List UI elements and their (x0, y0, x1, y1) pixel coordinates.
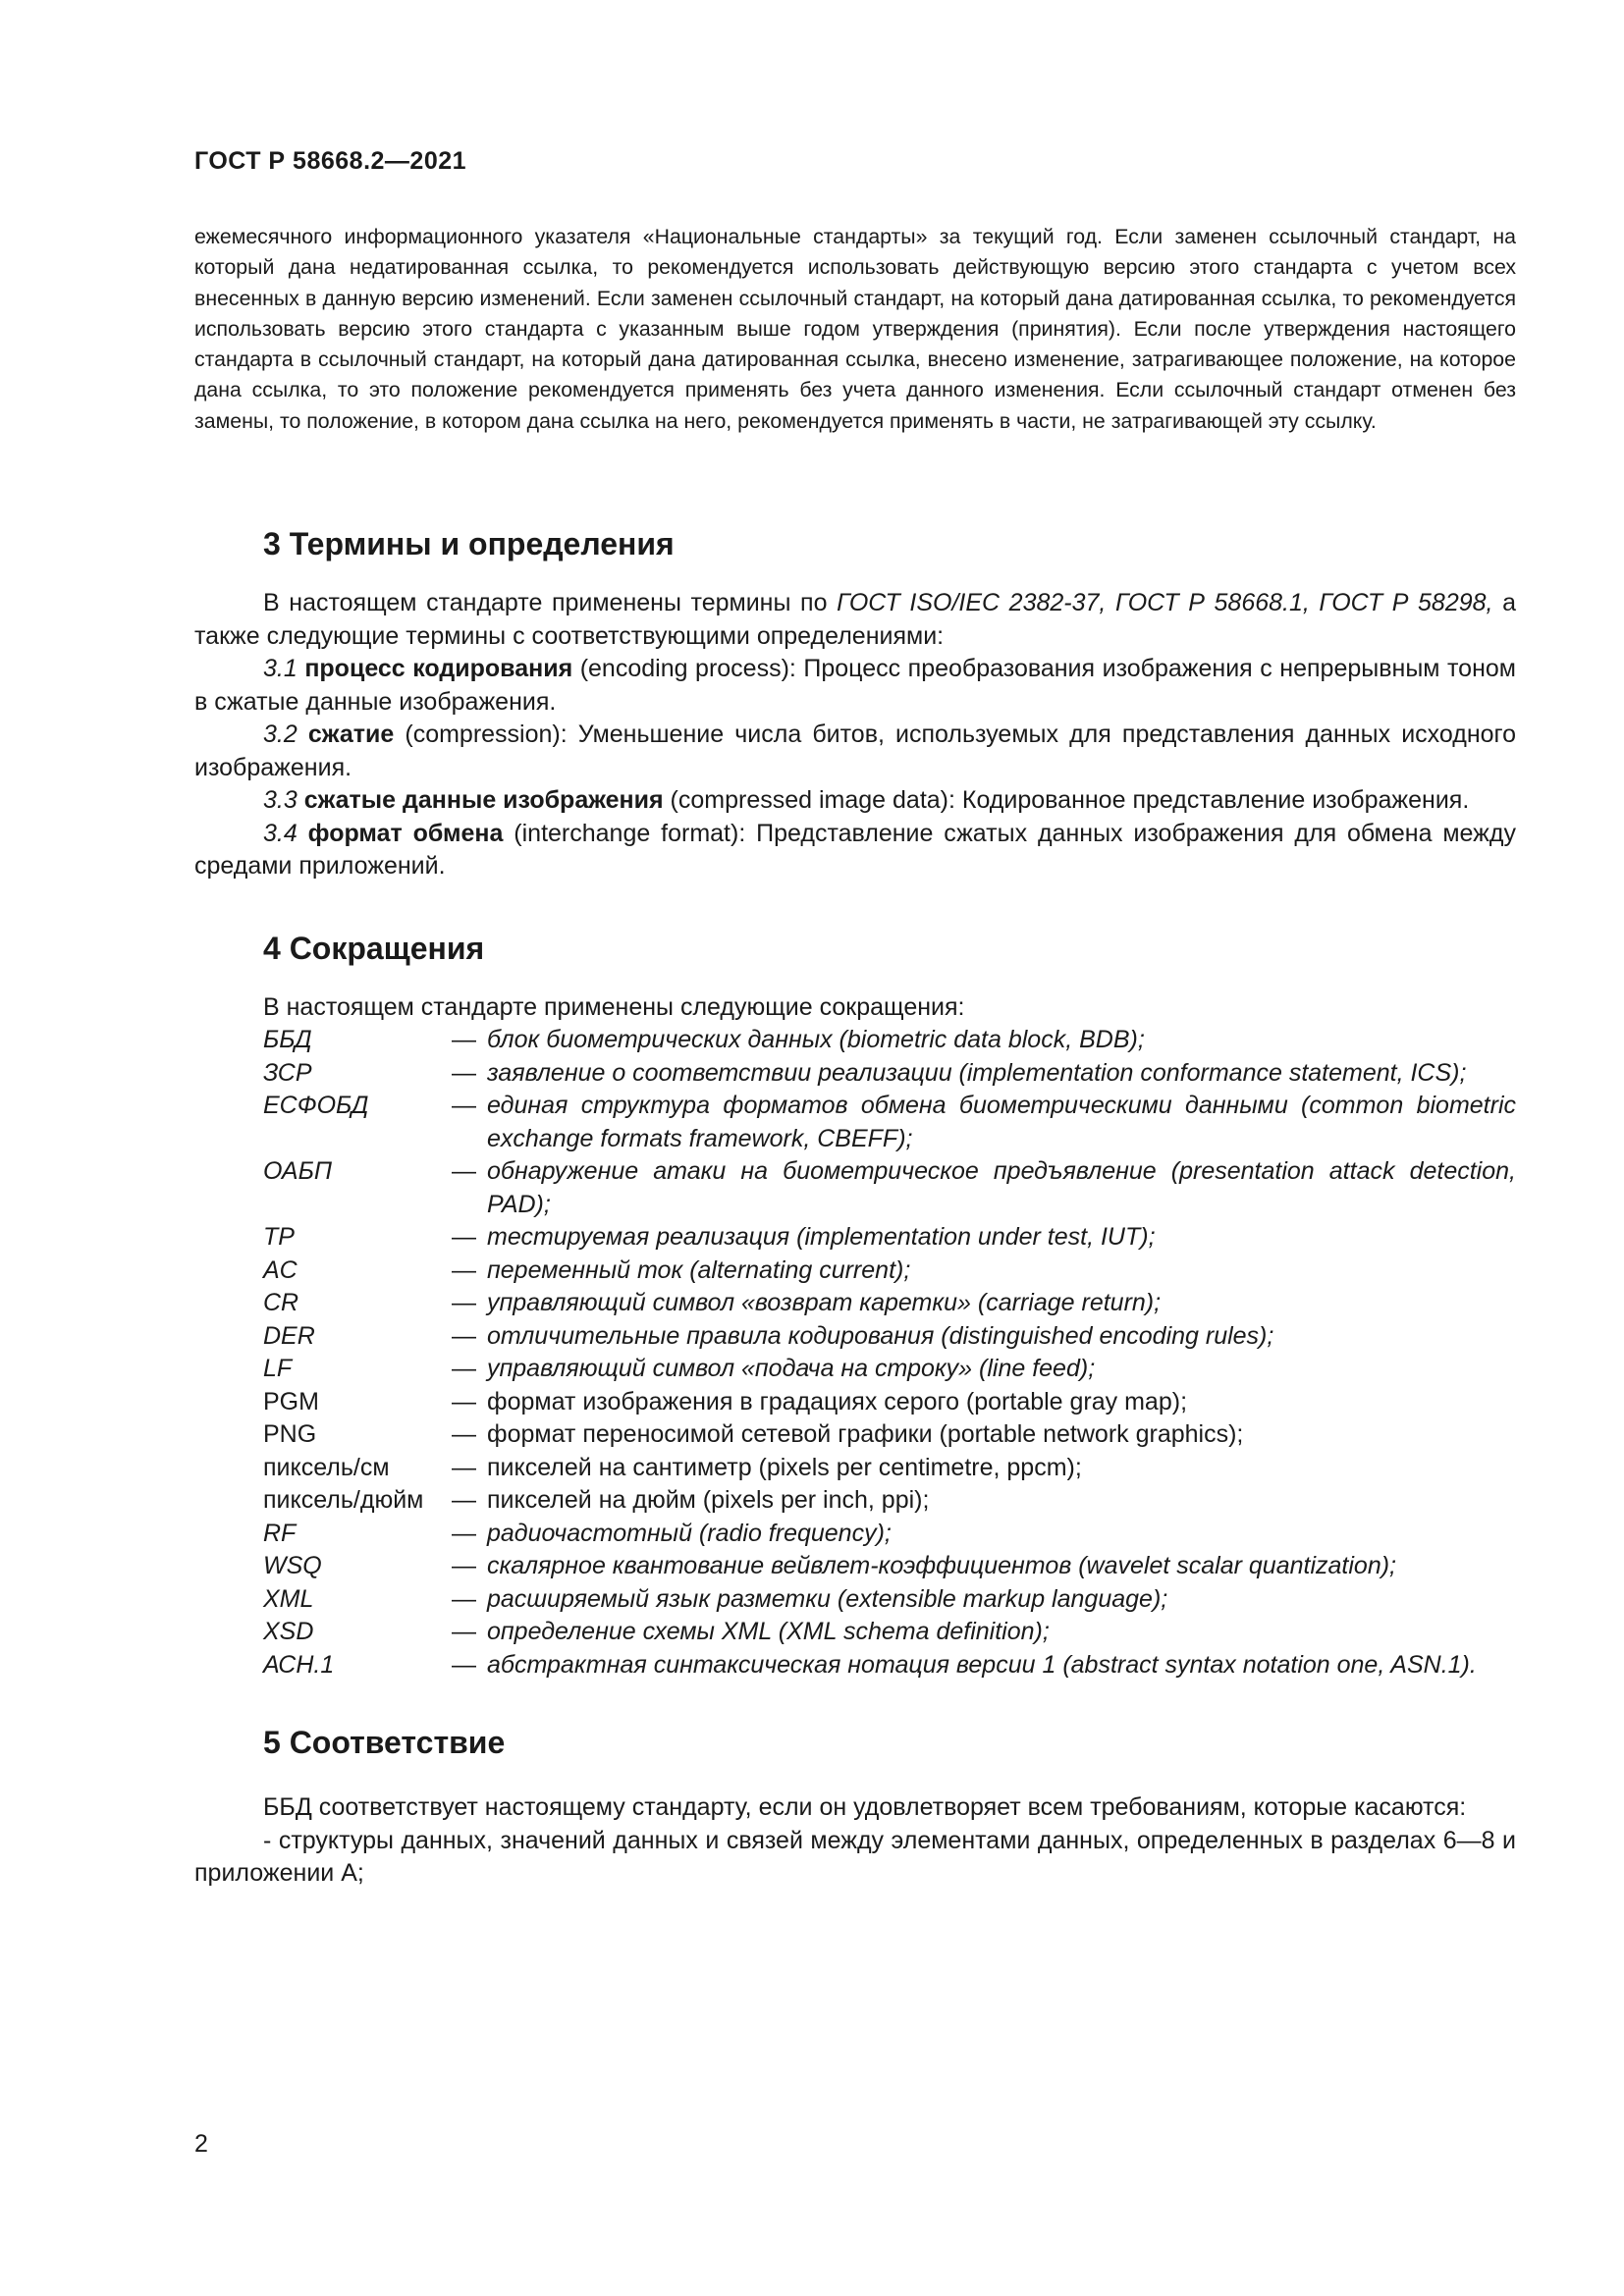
term-entry (194, 818, 1516, 883)
abbreviation-definition: абстрактная синтаксическая нотация версии 1 (abstract syntax notation one, ASN.1). (487, 1650, 1477, 1679)
term-name: сжатые данные изображения (303, 786, 664, 814)
abbreviation-row (194, 1386, 1516, 1419)
abbreviation-dash: — (452, 1255, 476, 1284)
abbreviation-row (194, 1518, 1516, 1551)
page-number: 2 (194, 2130, 208, 2158)
term-definition: (encoding process): Процесс преобразования изображения с непрерывным тоном в сжатые данные изображения. (194, 655, 1516, 716)
section-3-intro-start: В настоящем стандарте применены термины по (263, 589, 838, 616)
abbreviation-definition: скалярное квантование вейвлет-коэффициентов (wavelet scalar quantization); (487, 1552, 1396, 1579)
abbreviation-row (194, 1287, 1516, 1320)
abbreviations-list (194, 1024, 1516, 1682)
abbreviation-row (194, 1484, 1516, 1518)
abbreviation-dash: — (452, 1584, 476, 1613)
section-4-intro: В настоящем стандарте применены следующие сокращения: (263, 992, 965, 1021)
abbreviation-dash: — (452, 1519, 476, 1547)
abbreviation-definition: блок биометрических данных (biometric data block, BDB); (487, 1026, 1145, 1053)
term-entry (194, 719, 1516, 784)
section-5-heading: 5 Соответствие (263, 1725, 506, 1760)
abbreviation-definition: пикселей на сантиметр (pixels per centimetre, ppcm); (487, 1453, 1082, 1481)
abbreviation-row (194, 1649, 1516, 1682)
abbreviation-row (194, 1024, 1516, 1057)
abbreviation-dash: — (452, 1552, 476, 1579)
abbreviation-key: пиксель/см (263, 1453, 390, 1481)
abbreviation-key: WSQ (263, 1552, 322, 1579)
abbreviation-row (194, 1353, 1516, 1386)
term-name: сжатие (307, 721, 395, 748)
abbreviation-dash: — (452, 1387, 476, 1415)
abbreviation-definition: переменный ток (alternating current); (487, 1255, 911, 1284)
abbreviation-key: ТР (263, 1223, 295, 1251)
abbreviation-definition: радиочастотный (radio frequency); (487, 1519, 892, 1547)
abbreviation-definition: единая структура форматов обмена биометрическими данными (common biometric exchange formats framework, CBEFF); (487, 1092, 1516, 1152)
term-number: 3.1 (263, 655, 298, 682)
abbreviation-key: LF (263, 1355, 293, 1382)
abbreviation-row (194, 1221, 1516, 1255)
abbreviation-key: пиксель/дюйм (263, 1486, 424, 1514)
section-5-para-1: ББД соответствует настоящему стандарту, если он удовлетворяет всем требованиям, которые касаются: (263, 1793, 1467, 1821)
main-content (194, 491, 1516, 1891)
abbreviation-key: DER (263, 1321, 315, 1350)
abbreviation-dash: — (452, 1223, 476, 1251)
term-name: формат обмена (307, 819, 504, 847)
abbreviation-row (194, 1418, 1516, 1452)
section-5-para-2: - структуры данных, значений данных и связей между элементами данных, определенных в разделах 6—8 и приложении А; (194, 1826, 1516, 1887)
abbreviation-dash: — (452, 1618, 476, 1645)
abbreviation-dash: — (452, 1289, 476, 1316)
abbreviation-key: CR (263, 1289, 299, 1316)
abbreviation-dash: — (452, 1486, 476, 1514)
abbreviation-definition: определение схемы XML (XML schema definition); (487, 1618, 1050, 1645)
abbreviation-key: AC (263, 1255, 298, 1284)
abbreviation-key: АСН.1 (263, 1650, 335, 1679)
section-3-intro (194, 587, 1516, 653)
abbreviation-row (194, 1155, 1516, 1221)
abbreviation-row (194, 1320, 1516, 1354)
abbreviation-row (194, 1057, 1516, 1091)
abbreviation-dash: — (452, 1453, 476, 1481)
abbreviation-key: RF (263, 1519, 297, 1547)
abbreviation-dash: — (452, 1355, 476, 1382)
intro-block (194, 222, 1516, 437)
abbreviation-dash: — (452, 1157, 476, 1185)
abbreviation-dash: — (452, 1420, 476, 1448)
intro-paragraph: ежемесячного информационного указателя «Национальные стандарты» за текущий год. Если заменен ссылочный стандарт, на который дана недатированная ссылка, то рекомендуется использовать действующую версию этого стандарта с учетом всех внесенных в данную версию изменений. Если заменен ссылочный стандарт, на который дана датированная ссылка, то рекомендуется использовать версию этого стандарта с указанным выше годом утверждения (принятия). Если после утверждения настоящего стандарта в ссылочный стандарт, на который дана датированная ссылка, внесено изменение, затрагивающее положение, на которое дана ссылка, то это положение рекомендуется применять без учета данного изменения. Если ссылочный стандарт отменен без замены, то положение, в котором дана ссылка на него, рекомендуется применять в части, не затрагивающей эту ссылку. (194, 225, 1516, 433)
term-entry (194, 653, 1516, 719)
abbreviation-dash: — (452, 1321, 476, 1350)
abbreviation-definition: формат изображения в градациях серого (portable gray map); (487, 1387, 1188, 1415)
abbreviation-key: PGM (263, 1387, 319, 1415)
term-name: процесс кодирования (304, 655, 573, 682)
term-definition: (compression): Уменьшение числа битов, используемых для представления данных исходного изображения. (194, 721, 1516, 781)
section-3-intro-end: а также следующие термины с соответствующими определениями: (194, 589, 1516, 650)
abbreviation-definition: обнаружение атаки на биометрическое предъявление (presentation attack detection, PAD); (487, 1157, 1516, 1218)
abbreviation-row (194, 1616, 1516, 1649)
terms-list (194, 653, 1516, 883)
abbreviation-key: PNG (263, 1420, 317, 1448)
abbreviation-row (194, 1550, 1516, 1583)
abbreviation-definition: управляющий символ «подача на строку» (line feed); (487, 1355, 1096, 1382)
abbreviation-key: ББД (263, 1026, 312, 1053)
section-4-heading: 4 Сокращения (263, 930, 485, 966)
term-entry (194, 784, 1516, 818)
abbreviation-key: XSD (263, 1618, 314, 1645)
abbreviation-definition: расширяемый язык разметки (extensible markup language); (487, 1584, 1168, 1613)
term-number: 3.2 (263, 721, 298, 748)
abbreviation-row (194, 1090, 1516, 1155)
section-3-intro-refs: ГОСТ ISO/IEC 2382-37, ГОСТ Р 58668.1, ГОСТ Р 58298, (837, 589, 1493, 616)
abbreviation-dash: — (452, 1650, 476, 1679)
document-header: ГОСТ Р 58668.2—2021 (194, 147, 467, 175)
term-definition: (interchange format): Представление сжатых данных изображения для обмена между средами приложений. (194, 819, 1516, 880)
abbreviation-definition: отличительные правила кодирования (distinguished encoding rules); (487, 1321, 1274, 1350)
section-3-heading: 3 Термины и определения (263, 526, 675, 561)
abbreviation-dash: — (452, 1092, 476, 1119)
term-definition: (compressed image data): Кодированное представление изображения. (663, 786, 1470, 814)
abbreviation-key: ОАБП (263, 1157, 332, 1185)
abbreviation-dash: — (452, 1026, 476, 1053)
term-number: 3.3 (263, 786, 298, 814)
abbreviation-key: ЕСФОБД (263, 1092, 369, 1119)
abbreviation-row (194, 1452, 1516, 1485)
abbreviation-definition: заявление о соответствии реализации (implementation conformance statement, ICS); (487, 1058, 1467, 1087)
abbreviation-key: XML (263, 1584, 314, 1613)
abbreviation-row (194, 1255, 1516, 1288)
abbreviation-row (194, 1583, 1516, 1617)
term-number: 3.4 (263, 819, 298, 847)
abbreviation-definition: пикселей на дюйм (pixels per inch, ppi); (487, 1486, 930, 1514)
abbreviation-key: ЗСР (263, 1058, 312, 1087)
abbreviation-dash: — (452, 1058, 476, 1087)
abbreviation-definition: тестируемая реализация (implementation under test, IUT); (487, 1223, 1156, 1251)
abbreviation-definition: формат переносимой сетевой графики (portable network graphics); (487, 1420, 1244, 1448)
abbreviation-definition: управляющий символ «возврат каретки» (carriage return); (487, 1289, 1162, 1316)
